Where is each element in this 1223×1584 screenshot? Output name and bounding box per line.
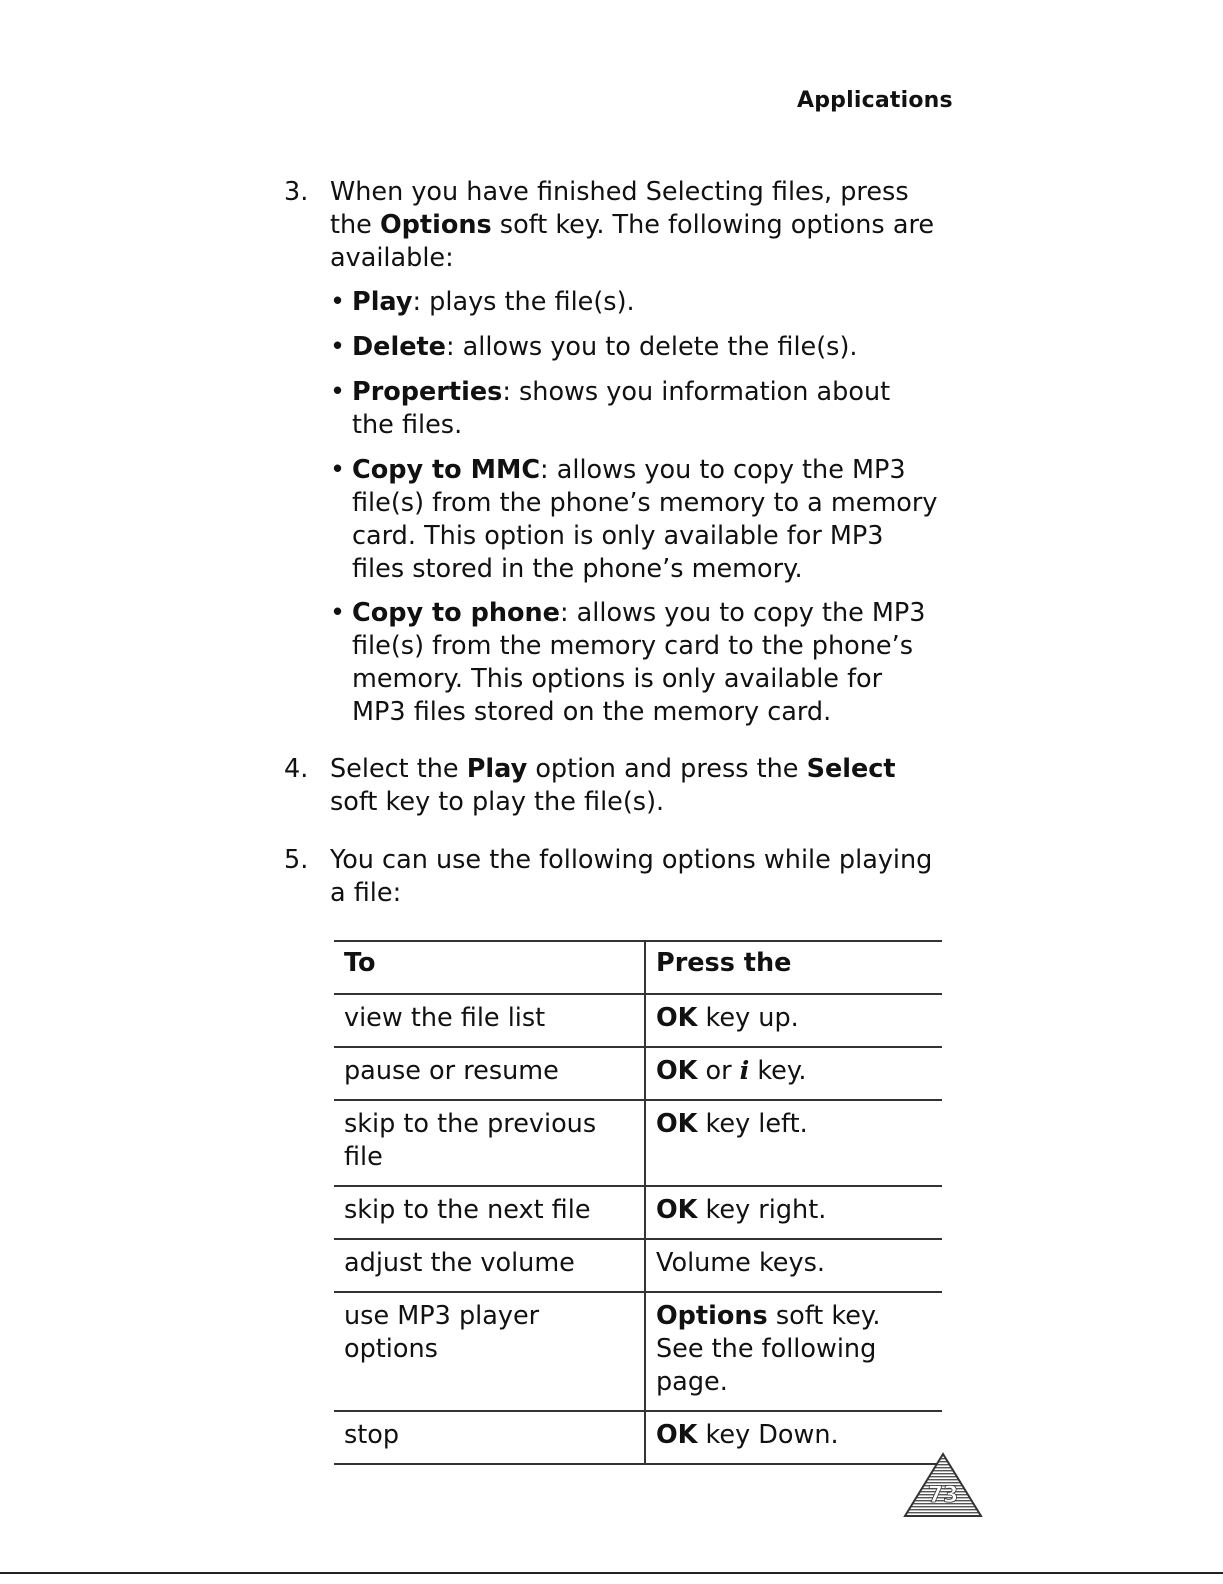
page-number-badge [903, 1452, 983, 1522]
table-row: skip to the previous file OK key left. [334, 1100, 942, 1186]
list-item-delete: • Delete: allows you to delete the file(s). [330, 332, 858, 362]
step-number: 4. [284, 754, 309, 784]
info-key-icon: i [739, 1056, 750, 1086]
page-number: 73 [927, 1483, 959, 1508]
step-text: You can use the following options while playing a file: [330, 845, 933, 908]
column-header-to: To [334, 941, 645, 994]
table-header-row [334, 941, 942, 994]
column-header-press-the: Press the [645, 941, 942, 994]
step-3 [284, 176, 944, 275]
table-row: pause or resume OK or i key. [334, 1047, 942, 1100]
step-4 [284, 753, 944, 819]
list-item-copy-to-mmc: • Copy to MMC: allows you to copy the MP3 file(s) from the phone’s memory to a memory card. This option is only available for MP3 files stored in the phone’s memory. [330, 455, 938, 584]
list-item-properties: • Properties: shows you information about the files. [330, 377, 891, 440]
step-text: Select the Play option and press the Select soft key to play the file(s). [330, 754, 896, 817]
table-row: stop OK key Down. [334, 1411, 942, 1464]
running-header: Applications [797, 88, 953, 113]
options-key-label: Options [379, 210, 492, 240]
table-row: skip to the next file OK key right. [334, 1186, 942, 1239]
step-number: 3. [284, 177, 309, 207]
table-row: adjust the volume Volume keys. [334, 1239, 942, 1292]
table-row: view the file list OK key up. [334, 994, 942, 1047]
playback-options-table [334, 940, 942, 1465]
table-row: use MP3 player options Options soft key. See the following page. [334, 1292, 942, 1411]
list-item-play: • Play: plays the file(s). [330, 287, 635, 317]
step-text: When you have finished Selecting files, press the Options soft key. The following options are available: [330, 177, 935, 273]
step-5 [284, 844, 944, 910]
page-bottom-rule [0, 1572, 1223, 1574]
step-number: 5. [284, 845, 309, 875]
list-item-copy-to-phone: • Copy to phone: allows you to copy the MP3 file(s) from the memory card to the phone’s memory. This options is only available for MP3 files stored on the memory card. [330, 598, 926, 727]
